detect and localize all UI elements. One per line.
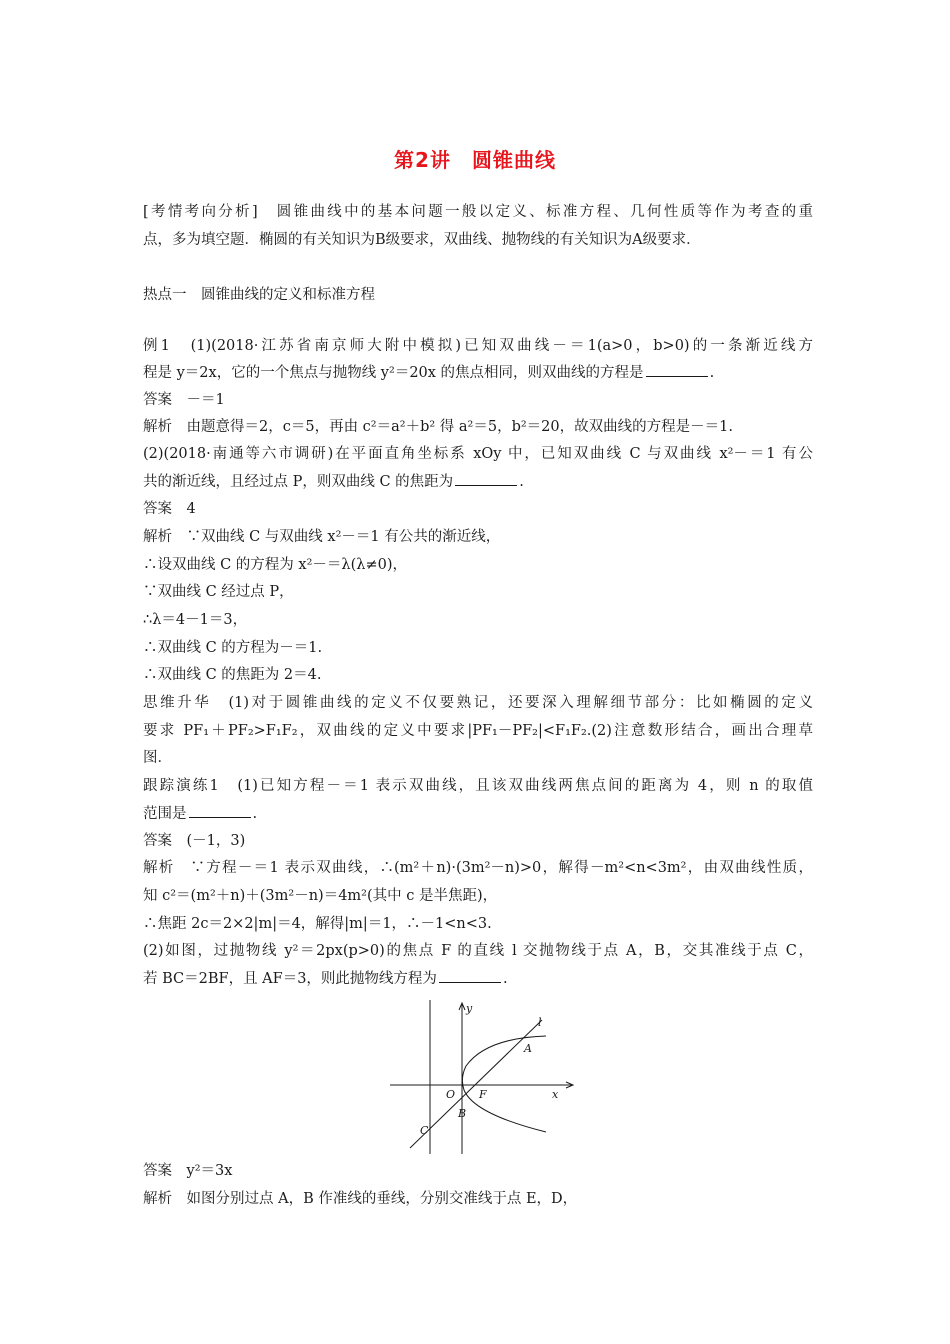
text-line: (2)(2018·南通等六市调研)在平面直角坐标系 xOy 中，已知双曲线 C 与双曲线 x²－＝1 有公 [143, 446, 813, 462]
parabola-curve [462, 1036, 546, 1132]
parabola-diagram [386, 998, 576, 1158]
text-line: ∴λ＝4－1＝3， [143, 612, 248, 628]
text-line: 解析 ∵双曲线 C 与双曲线 x²－＝1 有公共的渐近线， [143, 529, 501, 545]
text-span: 范围是 [143, 806, 187, 822]
answer-line: 答案 y²＝3x [143, 1163, 233, 1179]
answer-line: 答案 (－1，3) [143, 833, 246, 849]
period-text: . [502, 971, 508, 987]
text-span: 程是 y＝2x，它的一个焦点与抛物线 y²＝20x 的焦点相同，则双曲线的方程是 [143, 365, 644, 381]
text-line: 要求 PF₁＋PF₂>F₁F₂，双曲线的定义中要求|PF₁－PF₂|<F₁F₂.(2)注意数形结合，画出合理草 [143, 723, 813, 739]
point-b-label: B [458, 1107, 467, 1120]
text-line: 例1 (1)(2018·江苏省南京师大附中模拟)已知双曲线－＝1(a>0，b>0)的一条渐近线方 [143, 338, 813, 354]
text-span: 若 BC＝2BF，且 AF＝3，则此抛物线方程为 [143, 971, 437, 987]
text-line: 跟踪演练1 (1)已知方程－＝1 表示双曲线，且该双曲线两焦点间的距离为 4，则 n 的取值 [143, 778, 813, 794]
answer-blank [455, 473, 517, 486]
text-line [143, 804, 813, 824]
text-line: ∴双曲线 C 的方程为－＝1. [143, 640, 323, 656]
text-line: 解析 由题意得＝2，c＝5，再由 c²＝a²＋b² 得 a²＝5，b²＝20，故双曲线的方程是－＝1. [143, 419, 733, 435]
text-line: [考情考向分析] 圆锥曲线中的基本问题一般以定义、标准方程、几何性质等作为考查的重 [143, 204, 813, 220]
period-text: . [709, 365, 715, 381]
point-f-label: F [479, 1088, 487, 1101]
text-line: 解析 ∵方程－＝1 表示双曲线，∴(m²＋n)·(3m²－n)>0，解得－m²<n<3m²，由双曲线性质， [143, 860, 813, 876]
y-axis-label: y [466, 1002, 473, 1015]
answer-blank [189, 805, 251, 818]
parabola-figure [386, 998, 576, 1158]
text-line: 解析 如图分别过点 A，B 作准线的垂线，分别交准线于点 E，D， [143, 1191, 578, 1207]
period-text: . [252, 806, 258, 822]
section-heading: 热点一 圆锥曲线的定义和标准方程 [143, 287, 375, 303]
point-a-label: A [524, 1042, 532, 1055]
text-line: ∵双曲线 C 经过点 P， [143, 584, 294, 600]
text-line [143, 472, 813, 492]
text-line [143, 969, 813, 989]
origin-label: O [446, 1088, 456, 1101]
text-line: ∴设双曲线 C 的方程为 x²－＝λ(λ≠0)， [143, 557, 407, 573]
line-l-label: l [538, 1016, 542, 1029]
x-axis-label: x [552, 1088, 559, 1101]
period-text: . [519, 474, 524, 490]
page-title: 第2讲 圆锥曲线 [394, 148, 556, 172]
answer-line: 答案 4 [143, 501, 196, 517]
text-line: ∴焦距 2c＝2×2|m|＝4，解得|m|＝1，∴－1<n<3. [143, 916, 492, 932]
text-line: (2)如图，过抛物线 y²＝2px(p>0)的焦点 F 的直线 l 交抛物线于点 A，B，交其准线于点 C， [143, 943, 813, 959]
text-line: 点，多为填空题．椭圆的有关知识为B级要求，双曲线、抛物线的有关知识为A级要求． [143, 232, 701, 248]
text-line: 图． [143, 750, 172, 766]
text-line: 知 c²＝(m²＋n)＋(3m²－n)＝4m²(其中 c 是半焦距)， [143, 888, 498, 904]
text-line [143, 363, 813, 383]
text-line: 思维升华 (1)对于圆锥曲线的定义不仅要熟记，还要深入理解细节部分：比如椭圆的定义 [143, 695, 813, 711]
answer-blank [646, 364, 708, 377]
answer-blank [439, 970, 501, 983]
answer-line: 答案 －＝1 [143, 392, 225, 408]
point-c-label: C [420, 1124, 429, 1137]
text-line: ∴双曲线 C 的焦距为 2＝4. [143, 667, 322, 683]
text-span: 共的渐近线，且经过点 P，则双曲线 C 的焦距为 [143, 474, 454, 490]
